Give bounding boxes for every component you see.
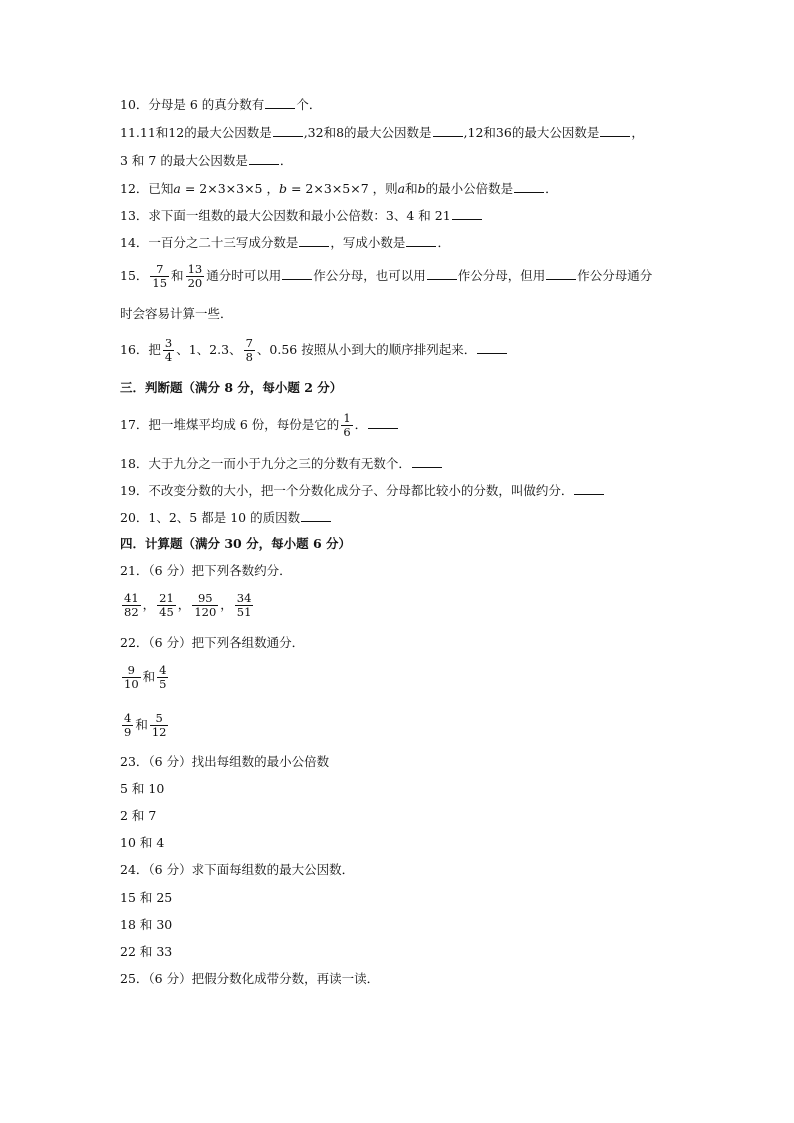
question-24: 24．（6 分）求下面每组数的最大公因数． xyxy=(120,862,355,877)
question-14: 14．一百分之二十三写成分数是 ，写成小数是 ． xyxy=(120,235,450,250)
fraction: $\frac{95}{120}$ xyxy=(194,591,217,619)
question-21: 21．（6 分）把下列各数约分． xyxy=(120,563,292,578)
fraction: $\frac{9}{10}$ xyxy=(124,663,139,691)
answer-blank[interactable] xyxy=(265,96,295,109)
answer-blank[interactable] xyxy=(574,482,604,495)
question-11-line2: 3 和 7 的最大公因数是 ． xyxy=(120,153,293,168)
list-item: 15 和 25 xyxy=(120,890,173,905)
answer-blank[interactable] xyxy=(273,124,303,137)
question-23: 23．（6 分）找出每组数的最小公倍数 xyxy=(120,754,330,769)
answer-blank[interactable] xyxy=(600,124,630,137)
answer-blank[interactable] xyxy=(282,267,312,280)
fraction: $\frac{7}{8}$ xyxy=(245,336,253,364)
answer-blank[interactable] xyxy=(368,416,398,429)
list-item: 2 和 7 xyxy=(120,808,157,823)
question-15-line2: 时会容易计算一些． xyxy=(120,306,233,321)
fraction: $\frac{1}{6}$ xyxy=(343,411,351,439)
answer-blank[interactable] xyxy=(546,267,576,280)
question-11: 11.11和12的最大公因数是 ,32和8的最大公因数是 ,12和36的最大公因数是 ， xyxy=(120,125,644,140)
section-title-calculation: 四．计算题（满分 30 分，每小题 6 分） xyxy=(120,536,352,551)
question-25: 25．（6 分）把假分数化成带分数，再读一读． xyxy=(120,971,380,986)
fraction: $\frac{13}{20}$ xyxy=(187,262,203,290)
question-10: 10．分母是 6 的真分数有 个． xyxy=(120,97,322,112)
list-item: 18 和 30 xyxy=(120,917,173,932)
question-22: 22．（6 分）把下列各组数通分． xyxy=(120,635,305,650)
fraction: $\frac{7}{15}$ xyxy=(152,262,168,290)
answer-blank[interactable] xyxy=(412,455,442,468)
answer-blank[interactable] xyxy=(299,234,329,247)
question-12: 12．已知a = 2×3×3×5 ，b = 2×3×5×7 ，则a和b的最小公倍数是 ． xyxy=(120,181,558,196)
answer-blank[interactable] xyxy=(452,207,482,220)
question-22-group-2: $\frac{4}{9}$ 和 $\frac{5}{12}$ xyxy=(124,711,167,739)
answer-blank[interactable] xyxy=(477,341,507,354)
fraction: $\frac{34}{51}$ xyxy=(236,591,252,619)
answer-blank[interactable] xyxy=(301,509,331,522)
fraction: $\frac{4}{9}$ xyxy=(124,711,132,739)
question-19: 19．不改变分数的大小，把一个分数化成分子、分母都比较小的分数，叫做约分． xyxy=(120,482,605,499)
question-20: 20．1、2、5 都是 10 的质因数 xyxy=(120,509,332,526)
question-16: 16．把 $\frac{3}{4}$ 、1、2.3、 $\frac{7}{8}$ 、0.56 按照从小到大的顺序排列起来． xyxy=(120,337,508,364)
question-15: 15． $\frac{7}{15}$ 和 $\frac{13}{20}$ 通分时可以用 作公分母，也可以用 作公分母，但用 作公分母通分 xyxy=(120,262,653,290)
answer-blank[interactable] xyxy=(249,152,279,165)
section-title-judgement: 三．判断题（满分 8 分，每小题 2 分） xyxy=(120,380,343,395)
answer-blank[interactable] xyxy=(406,234,436,247)
list-item: 10 和 4 xyxy=(120,835,165,850)
list-item: 5 和 10 xyxy=(120,781,165,796)
fraction: $\frac{5}{12}$ xyxy=(151,711,167,739)
question-13: 13．求下面一组数的最大公因数和最小公倍数：3、4 和 21 xyxy=(120,207,483,224)
question-22-group-1: $\frac{9}{10}$ 和 $\frac{4}{5}$ xyxy=(124,663,167,691)
answer-blank[interactable] xyxy=(514,180,544,193)
answer-blank[interactable] xyxy=(433,124,463,137)
fraction: $\frac{4}{5}$ xyxy=(159,663,167,691)
question-18: 18．大于九分之一而小于九分之三的分数有无数个． xyxy=(120,455,443,472)
answer-blank[interactable] xyxy=(427,267,457,280)
fraction: $\frac{21}{45}$ xyxy=(159,591,174,619)
question-17: 17．把一堆煤平均成 6 份，每份是它的 $\frac{1}{6}$ ． xyxy=(120,412,399,439)
fraction: $\frac{41}{82}$ xyxy=(124,591,139,619)
list-item: 22 和 33 xyxy=(120,944,173,959)
question-21-fractions: $\frac{41}{82}$ ， $\frac{21}{45}$ ， $\frac{95}{120}$ ， $\frac{34}{51}$ xyxy=(124,591,252,619)
fraction: $\frac{3}{4}$ xyxy=(164,336,173,364)
